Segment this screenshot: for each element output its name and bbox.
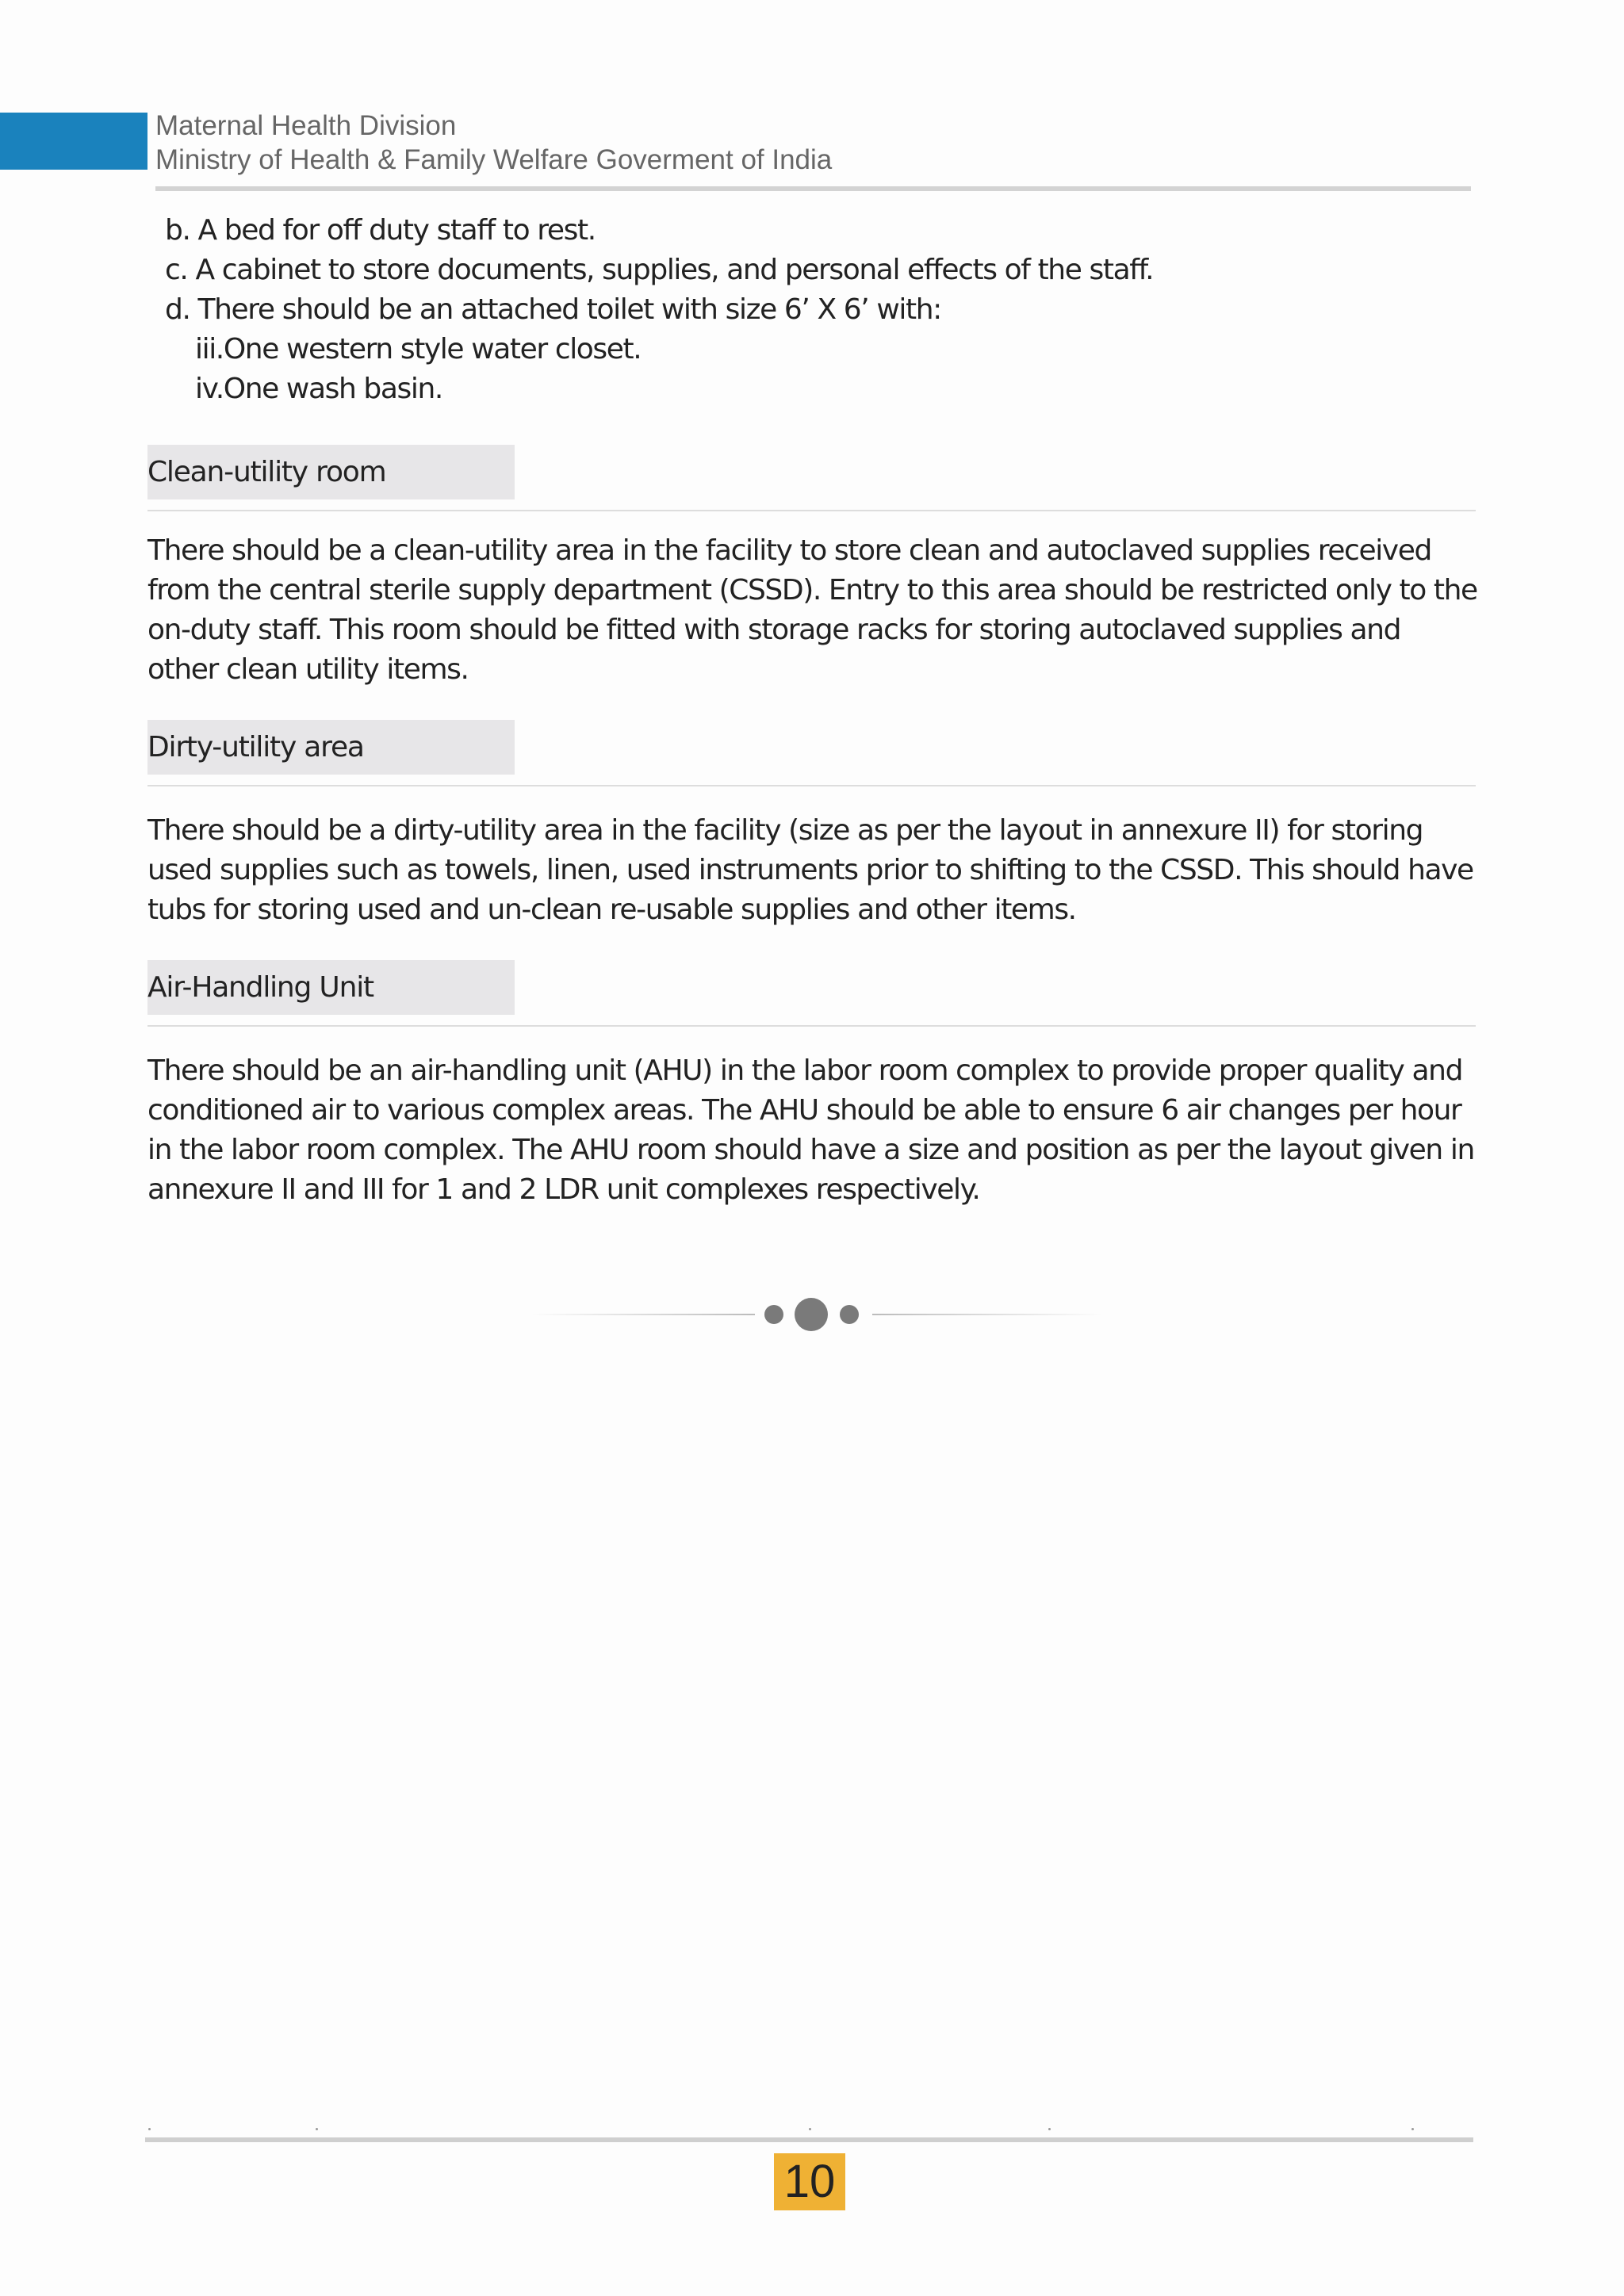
ornament-dot-right — [840, 1305, 859, 1324]
ornament-divider — [523, 1292, 1110, 1337]
header-division: Maternal Health Division — [155, 110, 457, 141]
section-heading-clean-utility: Clean-utility room — [147, 445, 515, 499]
header-accent-bar — [0, 113, 147, 170]
list-item-b: b. A bed for off duty staff to rest. — [165, 214, 596, 247]
ornament-dot-center — [795, 1298, 828, 1331]
section-heading-air-handling: Air-Handling Unit — [147, 960, 515, 1015]
paragraph-line: in the labor room complex. The AHU room should have a size and position as per the layout given in — [147, 1134, 1474, 1166]
page-number: 10 — [774, 2153, 845, 2210]
ornament-line-right — [872, 1314, 1102, 1315]
paragraph-line: There should be an air-handling unit (AHU) in the labor room complex to provide proper quality and — [147, 1054, 1463, 1087]
paragraph-line: There should be a clean-utility area in the facility to store clean and autoclaved supplies received — [147, 534, 1431, 567]
section-divider — [147, 1025, 1476, 1027]
paragraph-line: conditioned air to various complex areas. The AHU should be able to ensure 6 air changes per hour — [147, 1094, 1461, 1127]
header-divider — [155, 186, 1471, 191]
footer-dot — [809, 2128, 811, 2130]
paragraph-line: used supplies such as towels, linen, used instruments prior to shifting to the CSSD. This should have — [147, 854, 1473, 886]
list-subitem-iii: iii.One western style water closet. — [195, 333, 642, 365]
footer-divider — [145, 2137, 1473, 2142]
footer-dot — [1048, 2128, 1051, 2130]
ornament-dot-left — [764, 1305, 783, 1324]
paragraph-line: There should be a dirty-utility area in the facility (size as per the layout in annexure II) for storing — [147, 814, 1423, 847]
paragraph-line: other clean utility items. — [147, 653, 469, 686]
paragraph-line: on-duty staff. This room should be fitted with storage racks for storing autoclaved supplies and — [147, 614, 1401, 646]
header-ministry: Ministry of Health & Family Welfare Goverment of India — [155, 144, 833, 175]
list-item-d: d. There should be an attached toilet with size 6’ X 6’ with: — [165, 293, 941, 326]
paragraph-line: from the central sterile supply department (CSSD). Entry to this area should be restricted only to the — [147, 574, 1477, 607]
section-divider — [147, 785, 1476, 786]
section-divider — [147, 510, 1476, 511]
footer-dot — [148, 2128, 151, 2130]
footer-dot — [1411, 2128, 1414, 2130]
ornament-line-left — [531, 1314, 755, 1315]
section-heading-dirty-utility: Dirty-utility area — [147, 720, 515, 775]
list-subitem-iv: iv.One wash basin. — [195, 373, 442, 405]
paragraph-line: annexure II and III for 1 and 2 LDR unit complexes respectively. — [147, 1173, 980, 1206]
list-item-c: c. A cabinet to store documents, supplies, and personal effects of the staff. — [165, 254, 1154, 286]
footer-dot — [316, 2128, 318, 2130]
paragraph-line: tubs for storing used and un-clean re-usable supplies and other items. — [147, 894, 1076, 926]
